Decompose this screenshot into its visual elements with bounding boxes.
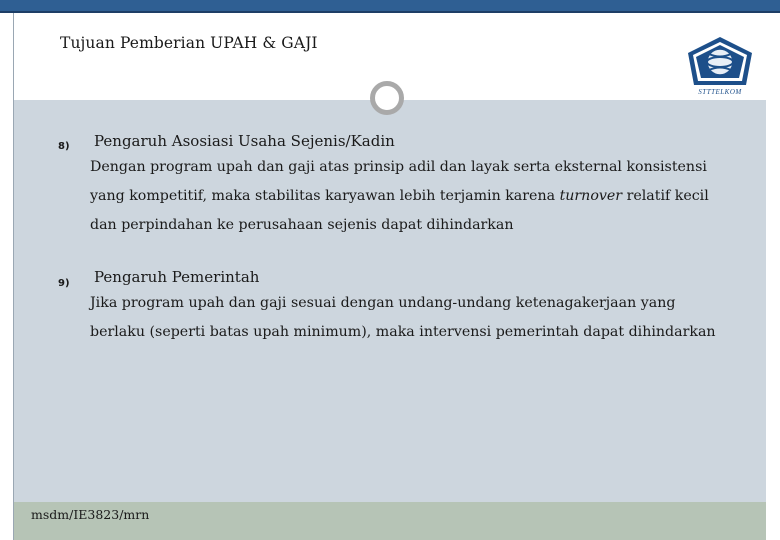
- item-text: [90, 153, 730, 240]
- item-text: Jika program upah dan gaji sesuai dengan undang-undang ketenagakerjaan yang berlaku (seperti batas upah minimum), maka intervensi pemerintah dapat dihindarkan: [90, 295, 716, 340]
- item-number: 8): [58, 141, 70, 152]
- slide-footer: [14, 502, 766, 540]
- logo-wordmark: STTTELKOM: [698, 88, 742, 96]
- top-accent-bar: [0, 0, 780, 13]
- item-text-part: Dengan program upah dan gaji atas prinsip adil dan layak serta eksternal konsistensi yang kompetitif, maka stabilitas karyawan lebih terjamin karena: [90, 159, 707, 204]
- sttelkom-logo: [680, 35, 760, 97]
- item-title: Pengaruh Pemerintah: [94, 268, 260, 286]
- item-number: 9): [58, 278, 70, 289]
- slide-title: Tujuan Pemberian UPAH & GAJI: [60, 34, 318, 52]
- footer-code: msdm/IE3823/mrn: [31, 507, 150, 522]
- item-text-emphasis: turnover: [559, 188, 623, 204]
- slide-body: [14, 100, 766, 502]
- item-title: Pengaruh Asosiasi Usaha Sejenis/Kadin: [94, 132, 395, 150]
- item-text-part: relatif kecil dan perpindahan ke perusahaan sejenis dapat dihindarkan: [90, 188, 709, 233]
- divider-ring-icon: [370, 81, 404, 115]
